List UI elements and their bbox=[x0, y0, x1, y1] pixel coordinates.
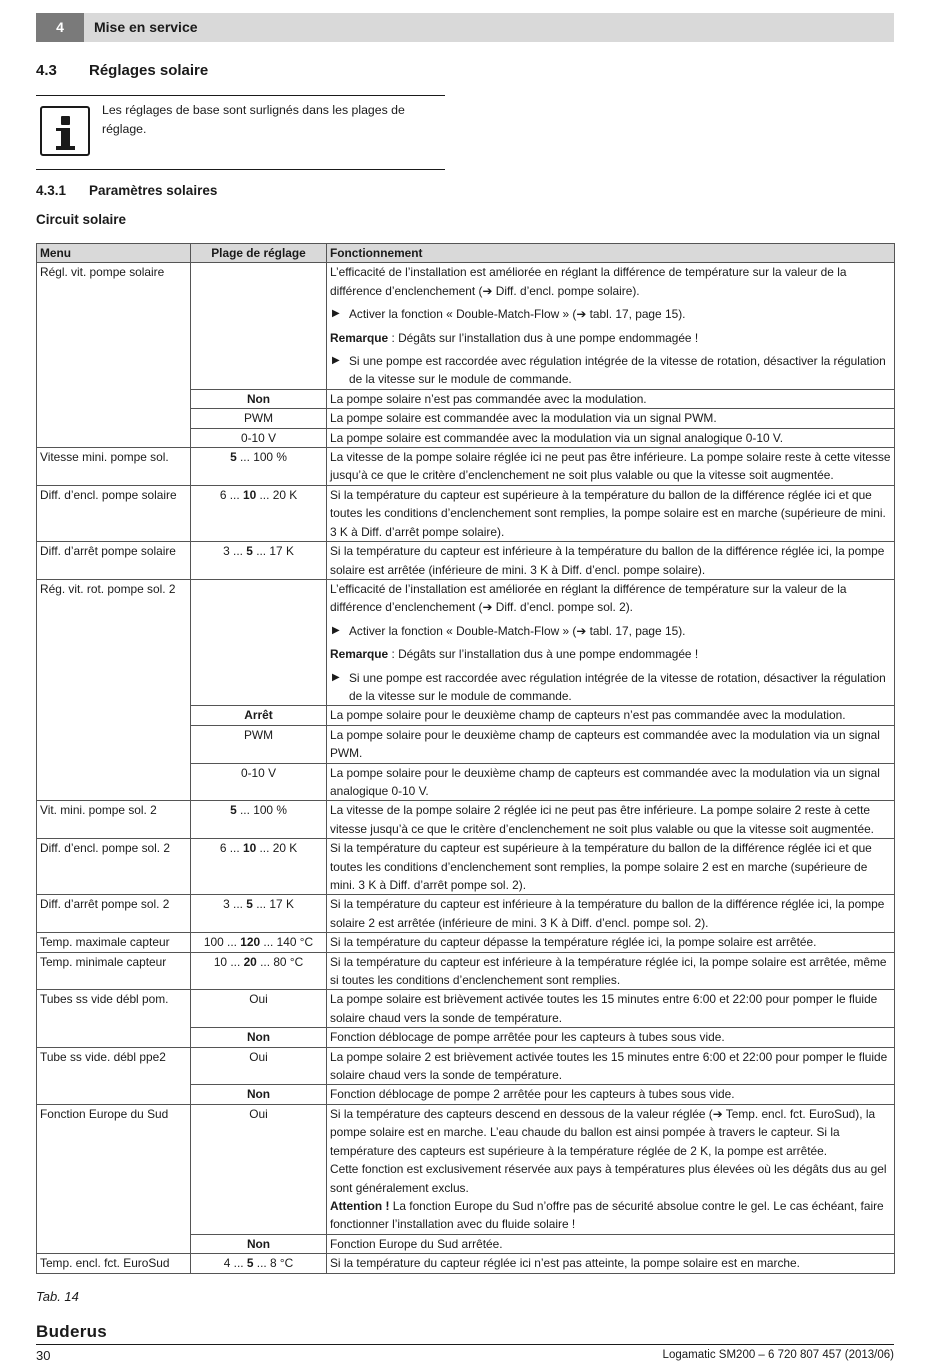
table-row bbox=[37, 952, 895, 990]
section-number: 4.3 bbox=[36, 62, 57, 79]
range-cell: Non bbox=[191, 1028, 327, 1047]
document-reference: Logamatic SM200 – 6 720 807 457 (2013/06) bbox=[662, 1349, 894, 1361]
range-cell: 3 ... 5 ... 17 K bbox=[191, 542, 327, 580]
bullet-item: ▶ Activer la fonction « Double-Match-Flow » (➔ tabl. 17, page 15). bbox=[330, 622, 891, 640]
bullet-item: ▶ Si une pompe est raccordée avec régulation intégrée de la vitesse de rotation, désactiver la régulation de la vitesse sur le module de commande. bbox=[332, 670, 886, 703]
footer-rule bbox=[36, 1344, 894, 1345]
function-cell: La pompe solaire est commandée avec la modulation via un signal PWM. bbox=[327, 409, 895, 428]
function-cell: La pompe solaire pour le deuxième champ de capteurs est commandée avec la modulation via un signal analogique 0-10 V. bbox=[327, 763, 895, 801]
brand-logo: Buderus bbox=[36, 1322, 108, 1341]
function-cell: La pompe solaire est brièvement activée toutes les 15 minutes entre 6:00 et 22:00 pour pomper le fluide solaire chaud vers la sonde de température. bbox=[327, 990, 895, 1028]
table-row bbox=[37, 485, 895, 541]
subheading: Circuit solaire bbox=[36, 212, 127, 227]
table-row bbox=[37, 895, 895, 933]
range-cell: Oui bbox=[191, 1047, 327, 1085]
menu-cell: Tubes ss vide débl pom. bbox=[37, 990, 191, 1047]
table-row bbox=[37, 448, 895, 486]
range-cell: 5 ... 100 % bbox=[191, 448, 327, 486]
solar-parameters-table bbox=[36, 243, 895, 1274]
range-cell: Oui bbox=[191, 990, 327, 1028]
menu-cell: Vitesse mini. pompe sol. bbox=[37, 448, 191, 486]
range-cell: Non bbox=[191, 1234, 327, 1253]
range-cell: 10 ... 20 ... 80 °C bbox=[191, 952, 327, 990]
chapter-title: Mise en service bbox=[94, 19, 198, 35]
menu-cell: Temp. maximale capteur bbox=[37, 933, 191, 952]
function-cell: La vitesse de la pompe solaire réglée ici ne peut pas être inférieure. La pompe solaire reste à cette vitesse jusqu’à ce que le critère d’enclenchement ne soit plus valable ou que la vitesse soit augmentée. bbox=[327, 448, 895, 486]
subsection-title: Paramètres solaires bbox=[89, 183, 218, 198]
table-row bbox=[37, 579, 895, 705]
info-rule-top bbox=[36, 95, 445, 96]
function-text: Si la température des capteurs descend en dessous de la valeur réglée (➔ Temp. encl. fct. EuroSud), la pompe solaire est en marche. L’eau chaude du ballon est ainsi pompée à travers le capteur. Si la température des capteurs est supérieure à la température réglée de 2 K, la pompe est arrêtée. bbox=[330, 1106, 876, 1158]
range-cell: 6 ... 10 ... 20 K bbox=[191, 485, 327, 541]
range-cell: 0-10 V bbox=[191, 763, 327, 801]
range-cell: 6 ... 10 ... 20 K bbox=[191, 839, 327, 895]
function-cell: Si la température du capteur est inférieure à la température réglée ici, la pompe solaire est arrêtée, même si toutes les conditions d’enclenchement sont remplies. bbox=[327, 952, 895, 990]
menu-cell: Vit. mini. pompe sol. 2 bbox=[37, 801, 191, 839]
chapter-number: 4 bbox=[36, 13, 84, 42]
chapter-header bbox=[36, 13, 894, 42]
function-cell: La vitesse de la pompe solaire 2 réglée ici ne peut pas être inférieure. La pompe solaire 2 reste à cette vitesse jusqu’à ce que le critère d’enclenchement ne soit plus valable ou que la vitesse soit augmentée. bbox=[327, 801, 895, 839]
function-cell: Fonction Europe du Sud arrêtée. bbox=[327, 1234, 895, 1253]
range-cell bbox=[191, 579, 327, 705]
remark: Remarque : Dégâts sur l’installation dus à une pompe endommagée ! bbox=[330, 330, 699, 345]
column-header: Fonctionnement bbox=[327, 244, 895, 263]
subsection-heading bbox=[36, 183, 217, 198]
function-cell: Si la température du capteur est inférieure à la température du ballon de la différence réglée ici, la pompe solaire 2 est arrêtée (inférieure de mini. 3 K à Diff. d’encl. pompe sol. 2). bbox=[327, 895, 895, 933]
table-row bbox=[37, 542, 895, 580]
range-cell: 3 ... 5 ... 17 K bbox=[191, 895, 327, 933]
column-header: Menu bbox=[37, 244, 191, 263]
section-title: Réglages solaire bbox=[89, 62, 209, 79]
bullet-item: ▶ Activer la fonction « Double-Match-Flow » (➔ tabl. 17, page 15). bbox=[330, 305, 891, 323]
function-cell: Si la température du capteur est inférieure à la température du ballon de la différence réglée ici, la pompe solaire est arrêtée (inférieure de mini. 3 K à Diff. d’encl. pompe solaire). bbox=[327, 542, 895, 580]
function-text: Cette fonction est exclusivement réservée aux pays à températures plus élevées où les dégâts dus au gel sont généralement exclus. bbox=[330, 1162, 887, 1195]
table-row bbox=[37, 263, 895, 389]
table-row bbox=[37, 1104, 895, 1234]
range-cell: Non bbox=[191, 1085, 327, 1104]
function-text: L’efficacité de l’installation est améliorée en réglant la différence de température sur la valeur de la différence d’enclenchement (➔ Diff. d’encl. pompe sol. 2). bbox=[330, 581, 847, 615]
page-number: 30 bbox=[36, 1348, 51, 1363]
function-text: L’efficacité de l’installation est améliorée en réglant la différence de température sur la valeur de la différence d’enclenchement (➔ Diff. d’encl. pompe solaire). bbox=[330, 265, 847, 298]
table-row bbox=[37, 801, 895, 839]
remark: Remarque : Dégâts sur l’installation dus à une pompe endommagée ! bbox=[330, 647, 699, 662]
bullet-arrow-icon: ▶ bbox=[332, 624, 340, 636]
function-cell: Si la température du capteur dépasse la température réglée ici, la pompe solaire est arrêtée. bbox=[327, 933, 895, 952]
function-cell: Fonction déblocage de pompe 2 arrêtée pour les capteurs à tubes sous vide. bbox=[327, 1085, 895, 1104]
section-heading bbox=[36, 62, 208, 79]
function-cell: Fonction déblocage de pompe arrêtée pour les capteurs à tubes sous vide. bbox=[327, 1028, 895, 1047]
range-cell: 5 ... 100 % bbox=[191, 801, 327, 839]
table-row bbox=[37, 990, 895, 1028]
subsection-number: 4.3.1 bbox=[36, 183, 67, 198]
range-cell: 0-10 V bbox=[191, 428, 327, 447]
info-note: Les réglages de base sont surlignés dans les plages de réglage. bbox=[102, 103, 405, 136]
function-cell: La pompe solaire pour le deuxième champ de capteurs est commandée avec la modulation via un signal PWM. bbox=[327, 725, 895, 763]
menu-cell: Fonction Europe du Sud bbox=[37, 1104, 191, 1253]
table-caption: Tab. 14 bbox=[36, 1289, 79, 1304]
range-cell: PWM bbox=[191, 725, 327, 763]
menu-cell: Diff. d’encl. pompe sol. 2 bbox=[37, 839, 191, 895]
range-cell: Oui bbox=[191, 1104, 327, 1234]
function-cell: La pompe solaire pour le deuxième champ de capteurs n’est pas commandée avec la modulation. bbox=[327, 706, 895, 725]
function-cell: La pompe solaire est commandée avec la modulation via un signal analogique 0-10 V. bbox=[327, 428, 895, 447]
column-header: Plage de réglage bbox=[191, 244, 327, 263]
attention-note: Attention ! La fonction Europe du Sud n’offre pas de sécurité absolue contre le gel. Le cas échéant, faire fonctionner l’installation avec du fluide solaire ! bbox=[330, 1198, 884, 1232]
function-cell: Si la température du capteur réglée ici n’est pas atteinte, la pompe solaire est en marche. bbox=[327, 1254, 895, 1273]
range-cell: Arrêt bbox=[191, 706, 327, 725]
menu-cell: Diff. d’encl. pompe solaire bbox=[37, 485, 191, 541]
menu-cell: Temp. encl. fct. EuroSud bbox=[37, 1254, 191, 1273]
function-cell bbox=[327, 1104, 895, 1234]
range-cell: Non bbox=[191, 389, 327, 408]
bullet-item: ▶ Si une pompe est raccordée avec régulation intégrée de la vitesse de rotation, désactiver la régulation de la vitesse sur le module de commande. bbox=[332, 354, 886, 387]
table-row bbox=[37, 1047, 895, 1085]
function-cell: Si la température du capteur est supérieure à la température du ballon de la différence réglée ici et que toutes les conditions d’enclenchement sont remplies, la pompe solaire est en marche (supérieure de mini. 3 K à Diff. d’arrêt pompe solaire). bbox=[327, 485, 895, 541]
function-cell: Si la température du capteur est supérieure à la température du ballon de la différence réglée ici et que toutes les conditions d’enclenchement sont remplies, la pompe solaire 2 est en marche (supérieure de mini. 3 K à Diff. d’arrêt pompe sol. 2). bbox=[327, 839, 895, 895]
menu-cell: Rég. vit. rot. pompe sol. 2 bbox=[37, 579, 191, 800]
function-cell: La pompe solaire 2 est brièvement activée toutes les 15 minutes entre 6:00 et 22:00 pour pomper le fluide solaire chaud vers la sonde de température. bbox=[327, 1047, 895, 1085]
menu-cell: Temp. minimale capteur bbox=[37, 952, 191, 990]
bullet-arrow-icon: ▶ bbox=[332, 308, 340, 320]
menu-cell: Tube ss vide. débl ppe2 bbox=[37, 1047, 191, 1104]
menu-cell: Diff. d’arrêt pompe solaire bbox=[37, 542, 191, 580]
range-cell: 100 ... 120 ... 140 °C bbox=[191, 933, 327, 952]
table-row bbox=[37, 1254, 895, 1273]
bullet-arrow-icon: ▶ bbox=[332, 671, 340, 683]
function-cell bbox=[327, 579, 895, 705]
menu-cell: Diff. d’arrêt pompe sol. 2 bbox=[37, 895, 191, 933]
info-rule-bottom bbox=[36, 169, 445, 170]
info-icon bbox=[40, 106, 90, 156]
range-cell bbox=[191, 263, 327, 389]
range-cell: PWM bbox=[191, 409, 327, 428]
table-row bbox=[37, 839, 895, 895]
table-row bbox=[37, 933, 895, 952]
range-cell: 4 ... 5 ... 8 °C bbox=[191, 1254, 327, 1273]
function-cell bbox=[327, 263, 895, 389]
menu-cell: Régl. vit. pompe solaire bbox=[37, 263, 191, 448]
bullet-arrow-icon: ▶ bbox=[332, 355, 340, 367]
function-cell: La pompe solaire n’est pas commandée avec la modulation. bbox=[327, 389, 895, 408]
table-header-row bbox=[37, 244, 895, 263]
